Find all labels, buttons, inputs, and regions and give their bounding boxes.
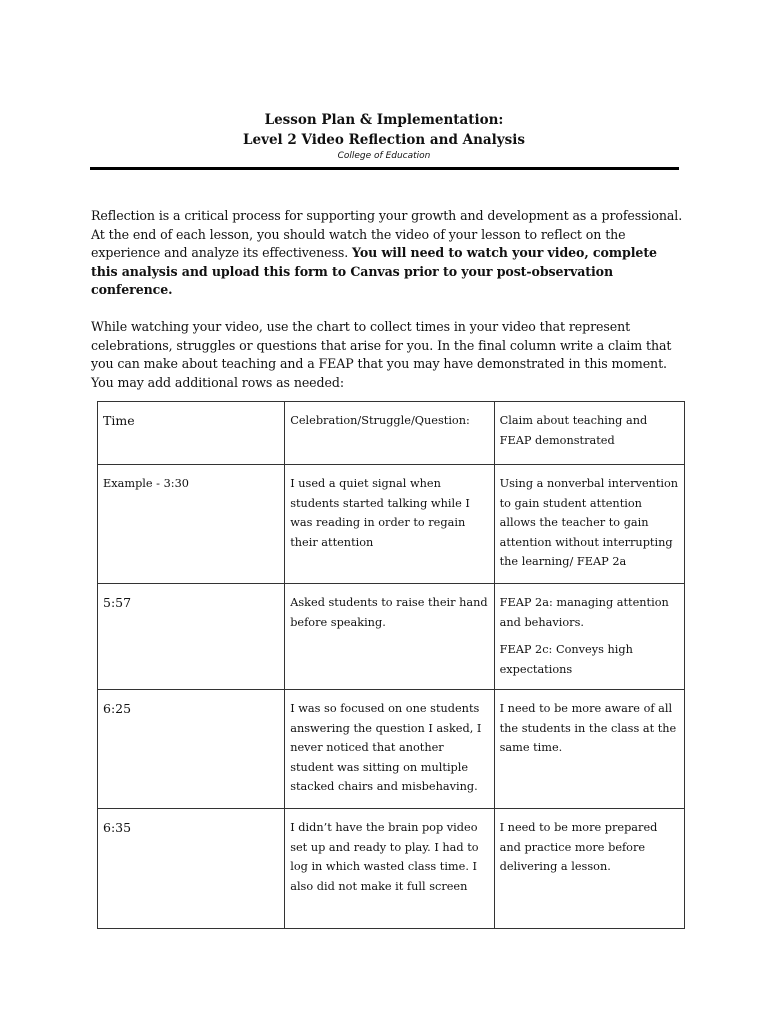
time-cell: 5:57 xyxy=(98,584,285,690)
table-header-row xyxy=(98,402,685,465)
table-row xyxy=(98,809,685,929)
table-row xyxy=(98,690,685,809)
claim-cell: I need to be more prepared and practice more before delivering a lesson. xyxy=(494,809,684,929)
intro-paragraph-1 xyxy=(91,207,687,300)
header-cell-time: Time xyxy=(98,402,285,465)
document-title-line-2: Level 2 Video Reflection and Analysis xyxy=(243,132,525,148)
reflection-table xyxy=(97,401,685,929)
claim-text: FEAP 2a: managing attention and behaviors. xyxy=(499,596,669,629)
header-divider xyxy=(90,167,679,170)
celebration-cell: I didn’t have the brain pop video set up and ready to play. I had to log in which wasted class time. I also did not make it full screen xyxy=(285,809,494,929)
celebration-cell: I used a quiet signal when students started talking while I was reading in order to regain their attention xyxy=(285,465,494,584)
intro-paragraph-2: While watching your video, use the chart to collect times in your video that represent celebrations, struggles or questions that arise for you. In the final column write a claim that you can make about teaching and a FEAP that you may have demonstrated in this moment. You may add additional rows as needed: xyxy=(91,319,672,390)
header-cell-celebration: Celebration/Struggle/Question: xyxy=(285,402,494,465)
header-cell-claim: Claim about teaching and FEAP demonstrated xyxy=(494,402,684,465)
claim-text-secondary: FEAP 2c: Conveys high expectations xyxy=(499,643,633,676)
document-subtitle: College of Education xyxy=(337,151,431,161)
time-cell: 6:35 xyxy=(98,809,285,929)
celebration-cell: I was so focused on one students answering the question I asked, I never noticed that another student was sitting on multiple stacked chairs and misbehaving. xyxy=(285,690,494,809)
intro-paragraph-1-text: Reflection is a critical process for supporting your growth and development as a professional. At the end of each lesson, you should watch the video of your lesson to reflect on the experience and analyze its effectiveness. xyxy=(91,208,683,261)
celebration-cell: Asked students to raise their hand before speaking. xyxy=(285,584,494,690)
table-row xyxy=(98,465,685,584)
claim-cell: Using a nonverbal intervention to gain student attention allows the teacher to gain attention without interrupting the learning/ FEAP 2a xyxy=(494,465,684,584)
table-row xyxy=(98,584,685,690)
claim-cell xyxy=(494,584,684,690)
intro-paragraph-1-bold-text: You will need to watch your video, complete this analysis and upload this form to Canvas prior to your post-observation conference. xyxy=(91,245,657,298)
time-cell: 6:25 xyxy=(98,690,285,809)
document-title-line-1: Lesson Plan & Implementation: xyxy=(264,112,504,128)
claim-cell: I need to be more aware of all the students in the class at the same time. xyxy=(494,690,684,809)
document-header xyxy=(90,110,678,162)
time-cell: Example - 3:30 xyxy=(98,465,285,584)
